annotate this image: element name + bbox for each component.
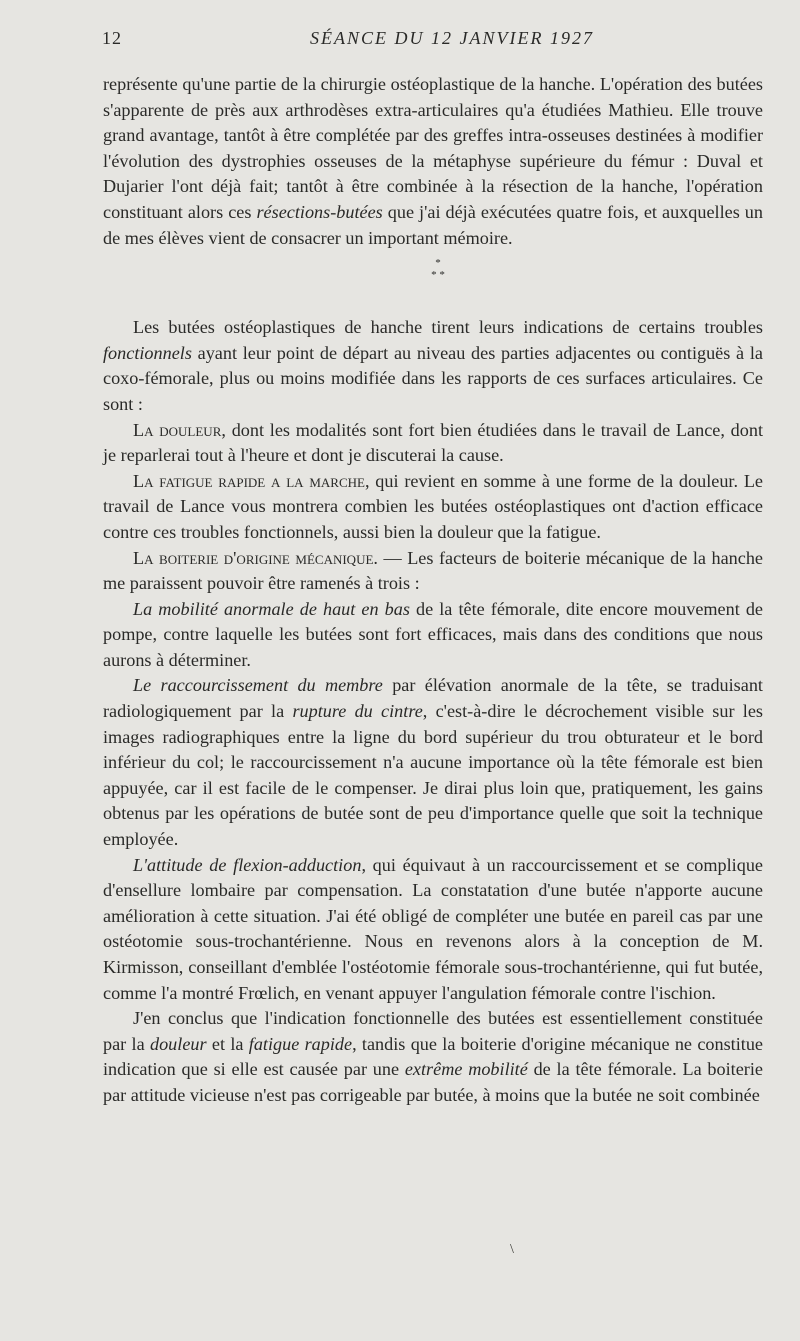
italic-term: fatigue rapide (248, 1033, 353, 1054)
italic-term: fonctionnels (103, 342, 192, 363)
smallcaps-heading: La boiterie d'origine mécanique. (133, 547, 378, 568)
running-header (102, 28, 762, 52)
italic-term: Le raccourcissement du membre (133, 675, 383, 696)
italic-term: douleur (149, 1033, 207, 1054)
page-number: 12 (102, 28, 122, 48)
italic-term: rupture du cintre (292, 701, 423, 722)
print-mark: \ (510, 1242, 514, 1257)
smallcaps-heading: La douleur (133, 419, 222, 440)
running-title: SÉANCE DU 12 JANVIER 1927 (310, 28, 594, 48)
paragraph-7: Le raccourcissement du membre par élévation anormale de la tête, se traduisant radiologiquement par la rupture du cintre, c'est-à-dire le décrochement visible sur les images radiographiques entre la ligne du bord supérieur du trou obturateur et le bord inférieur du col; le raccourcissement n'a aucune importance où la tête fémorale est bien appuyée, car il est facile de le compenser. Je dirai plus loin que, pratiquement, les gains obtenus par les opérations de butée sont de peu d'importance quelle que soit la technique employée. (103, 675, 763, 850)
italic-term: L'attitude de flexion-adduction (133, 854, 362, 875)
paragraph-3: La douleur, dont les modalités sont fort bien étudiées dans le travail de Lance, dont je reparlerai tout à l'heure et dont je discuterai la cause. (103, 419, 763, 466)
paragraph-4: La fatigue rapide a la marche, qui revient en somme à une forme de la douleur. Le travail de Lance vous montrera combien les butées ostéoplastiques ont d'action efficace contre ces troubles fonctionnels, aussi bien la douleur que la fatigue. (103, 470, 763, 542)
paragraph-9: J'en conclus que l'indication fonctionnelle des butées est essentiellement constituée par la douleur et la fatigue rapide, tandis que la boiterie d'origine mécanique ne constitue indication que si elle est causée par une extrême mobilité de la tête fémorale. La boiterie par attitude vicieuse n'est pas corrigeable par butée, à moins que la butée ne soit combinée (103, 1008, 763, 1105)
italic-term: La mobilité anormale de haut en bas (133, 598, 410, 619)
italic-term: extrême mobilité (404, 1059, 528, 1080)
paragraph-6: La mobilité anormale de haut en bas de la tête fémorale, dite encore mouvement de pompe, contre laquelle les butées sont fort efficaces, mais dans des conditions que nous aurons à déterminer. (103, 598, 764, 670)
asterisk-top: * (435, 257, 441, 270)
paragraph-8: L'attitude de flexion-adduction, qui équivaut à un raccourcissement et se complique d'ensellure lombaire par compensation. La constatation d'une butée n'apporte aucune amélioration à cette situation. J'ai été obligé de compléter une butée en pareil cas par une ostéotomie sous-trochantérienne. Nous en revenons alors à la conception de M. Kirmisson, conseillant d'emblée l'ostéotomie fémorale sous-trochantérienne, qui fut butée, comme l'a montré Frœlich, en venant appuyer l'angulation fémorale contre l'ischion. (103, 854, 763, 1003)
italic-term: résections-butées (256, 201, 383, 222)
smallcaps-heading: La fatigue rapide a la marche (133, 470, 365, 491)
section-separator (103, 257, 763, 281)
body-text (103, 72, 763, 1109)
asterisk-bottom: * * (431, 269, 445, 282)
paragraph-1: représente qu'une partie de la chirurgie ostéoplastique de la hanche. L'opération des butées s'apparente de près aux arthrodèses extra-articulaires qu'a étudiées Mathieu. Elle trouve grand avantage, tantôt à être complétée par des greffes intra-osseuses destinées à modifier l'évolution des dystrophies osseuses de la métaphyse supérieure du fémur : Duval et Dujarier l'ont déjà fait; tantôt à être combinée à la résection de la hanche, l'opération constituant alors ces résections-butées que j'ai déjà exécutées quatre fois, et auxquelles un de mes élèves vient de consacrer un important mémoire. (103, 74, 763, 248)
paragraph-5: La boiterie d'origine mécanique. — Les facteurs de boiterie mécanique de la hanche me paraissent pouvoir être ramenés à trois : (103, 547, 764, 594)
paragraph-2: Les butées ostéoplastiques de hanche tirent leurs indications de certains troubles fonctionnels ayant leur point de départ au niveau des parties adjacentes ou contiguës à la coxo-fémorale, plus ou moins modifiée dans les rapports de ces surfaces articulaires. Ce sont : (103, 317, 763, 414)
